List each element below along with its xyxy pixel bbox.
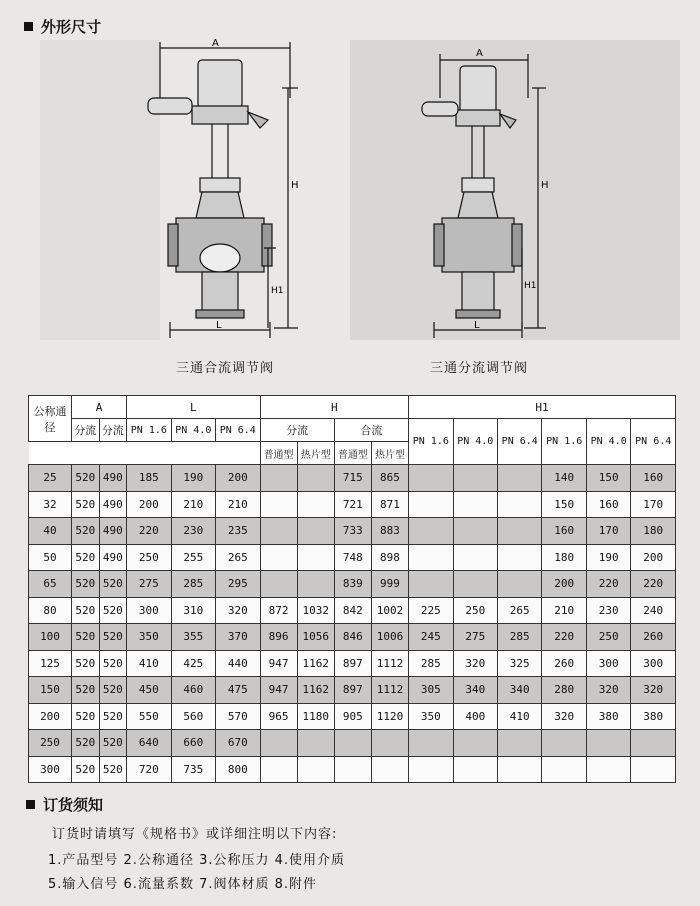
header-h: H	[260, 396, 409, 419]
table-cell-h-merge-normal: 897	[334, 650, 371, 677]
table-cell-l-16: 275	[127, 571, 171, 598]
table-cell-a-split: 520	[72, 650, 100, 677]
table-cell-l-64: 800	[216, 756, 260, 783]
table-cell-h-split-normal	[260, 465, 297, 492]
table-cell-h1s-16: 350	[409, 703, 453, 730]
table-cell-h-split-normal: 947	[260, 650, 297, 677]
table-cell-h-merge-normal: 733	[334, 518, 371, 545]
header-h1-merge-pn64: PN 6.4	[631, 419, 676, 465]
table-cell-h1s-16	[409, 756, 453, 783]
section-outline-title: 外形尺寸	[41, 18, 102, 36]
split-valve-caption: 三通分流调节阀	[430, 361, 529, 376]
table-row	[29, 650, 676, 677]
header-h-split: 分流	[260, 419, 334, 442]
table-row	[29, 465, 676, 492]
table-cell-h-split-fin	[297, 465, 334, 492]
table-cell-a-merge: 520	[99, 597, 127, 624]
table-cell-h1m-16: 260	[542, 650, 586, 677]
table-cell-h-merge-normal: 715	[334, 465, 371, 492]
table-cell-l-16: 300	[127, 597, 171, 624]
table-cell-h1m-40: 170	[586, 518, 630, 545]
table-cell-h-merge-normal	[334, 730, 371, 757]
table-cell-l-64: 235	[216, 518, 260, 545]
split-valve-drawing	[420, 38, 560, 348]
table-cell-h-split-normal: 872	[260, 597, 297, 624]
table-cell-h1s-40: 320	[453, 650, 497, 677]
dimension-label-h1: H1	[271, 286, 284, 296]
table-cell-h-merge-fin: 898	[371, 544, 408, 571]
table-cell-h-split-fin: 1032	[297, 597, 334, 624]
table-cell-h-split-normal	[260, 730, 297, 757]
header-l: L	[127, 396, 260, 419]
table-cell-h-split-fin: 1056	[297, 624, 334, 651]
header-h1-merge-pn40: PN 4.0	[586, 419, 630, 465]
table-cell-h1m-40	[586, 730, 630, 757]
table-cell-h1m-16: 160	[542, 518, 586, 545]
dimension-label-l: L	[216, 320, 222, 331]
table-cell-h1s-40	[453, 465, 497, 492]
table-cell-h-merge-normal	[334, 756, 371, 783]
dimension-label-a: A	[212, 38, 219, 49]
table-cell-h1m-64	[631, 756, 676, 783]
table-cell-h-split-fin	[297, 756, 334, 783]
table-cell-h-merge-fin: 865	[371, 465, 408, 492]
table-cell-l-40: 735	[171, 756, 215, 783]
table-cell-h1s-16	[409, 544, 453, 571]
header-l-pn16: PN 1.6	[127, 419, 171, 442]
table-cell-a-split: 520	[72, 703, 100, 730]
order-notice-title: 订货须知	[43, 796, 104, 814]
table-cell-h-merge-fin: 999	[371, 571, 408, 598]
table-cell-h-merge-fin: 1120	[371, 703, 408, 730]
table-cell-h1m-16	[542, 756, 586, 783]
table-cell-h1s-40	[453, 730, 497, 757]
table-cell-a-split: 520	[72, 756, 100, 783]
table-cell-l-64: 200	[216, 465, 260, 492]
table-cell-h-split-normal	[260, 518, 297, 545]
table-cell-l-16: 350	[127, 624, 171, 651]
table-cell-l-64: 440	[216, 650, 260, 677]
table-cell-h1s-40: 340	[453, 677, 497, 704]
table-cell-h1s-64	[498, 465, 542, 492]
table-cell-h1m-64: 180	[631, 518, 676, 545]
header-h1-merge-pn16: PN 1.6	[542, 419, 586, 465]
header-h-merge-fin: 热片型	[371, 442, 408, 465]
table-cell-h1m-64	[631, 730, 676, 757]
table-cell-h1s-16	[409, 518, 453, 545]
table-cell-a-split: 520	[72, 491, 100, 518]
table-cell-l-64: 320	[216, 597, 260, 624]
table-cell-h-split-fin: 1162	[297, 677, 334, 704]
order-items-line2: 5.输入信号 6.流量系数 7.阀体材质 8.附件	[48, 877, 318, 892]
dimension-table-body	[29, 465, 676, 783]
table-cell-h1m-64: 160	[631, 465, 676, 492]
table-cell-l-16: 410	[127, 650, 171, 677]
table-cell-l-40: 210	[171, 491, 215, 518]
table-row	[29, 491, 676, 518]
table-cell-l-40: 355	[171, 624, 215, 651]
table-cell-h-split-normal	[260, 491, 297, 518]
header-h1-split-pn16: PN 1.6	[409, 419, 453, 465]
table-cell-h1s-16	[409, 571, 453, 598]
table-cell-l-40: 285	[171, 571, 215, 598]
table-cell-h1s-40	[453, 756, 497, 783]
table-cell-a-merge: 490	[99, 544, 127, 571]
table-row	[29, 677, 676, 704]
table-cell-nominal: 300	[29, 756, 72, 783]
dimension-label-a: A	[476, 48, 483, 59]
table-cell-nominal: 250	[29, 730, 72, 757]
table-cell-nominal: 65	[29, 571, 72, 598]
table-cell-a-merge: 520	[99, 650, 127, 677]
table-cell-h1s-64: 340	[498, 677, 542, 704]
table-cell-l-64: 295	[216, 571, 260, 598]
table-cell-h1s-64	[498, 571, 542, 598]
table-cell-h-merge-fin: 1006	[371, 624, 408, 651]
table-cell-a-split: 520	[72, 730, 100, 757]
table-cell-a-merge: 520	[99, 703, 127, 730]
table-cell-nominal: 100	[29, 624, 72, 651]
table-cell-h-split-fin	[297, 730, 334, 757]
table-cell-l-64: 210	[216, 491, 260, 518]
table-cell-h1s-40	[453, 544, 497, 571]
header-l-pn64: PN 6.4	[216, 419, 260, 442]
table-cell-l-16: 720	[127, 756, 171, 783]
table-cell-h-merge-fin	[371, 730, 408, 757]
dimension-label-h: H	[291, 180, 299, 191]
table-cell-nominal: 40	[29, 518, 72, 545]
table-cell-a-merge: 490	[99, 518, 127, 545]
table-cell-h1s-40: 250	[453, 597, 497, 624]
table-row	[29, 703, 676, 730]
table-cell-h-split-fin	[297, 544, 334, 571]
table-cell-h1s-64	[498, 544, 542, 571]
table-cell-h1m-64: 300	[631, 650, 676, 677]
table-cell-nominal: 80	[29, 597, 72, 624]
table-cell-h1m-16: 320	[542, 703, 586, 730]
table-cell-h-merge-normal: 839	[334, 571, 371, 598]
table-cell-l-16: 250	[127, 544, 171, 571]
header-h1-split-pn64: PN 6.4	[498, 419, 542, 465]
table-cell-h-split-normal: 965	[260, 703, 297, 730]
table-cell-h-split-normal	[260, 756, 297, 783]
table-cell-h-split-normal	[260, 571, 297, 598]
table-cell-h1s-16	[409, 730, 453, 757]
table-cell-h-merge-normal: 721	[334, 491, 371, 518]
table-cell-h-merge-fin: 1002	[371, 597, 408, 624]
table-row	[29, 756, 676, 783]
header-h-merge-normal: 普通型	[334, 442, 371, 465]
table-cell-a-merge: 520	[99, 756, 127, 783]
table-cell-h1m-40: 380	[586, 703, 630, 730]
table-cell-nominal: 32	[29, 491, 72, 518]
table-cell-l-16: 640	[127, 730, 171, 757]
dimension-label-h1: H1	[524, 281, 537, 291]
dimension-label-l: L	[474, 320, 480, 331]
table-cell-h-merge-fin	[371, 756, 408, 783]
table-cell-h-merge-normal: 897	[334, 677, 371, 704]
table-cell-h-merge-normal: 842	[334, 597, 371, 624]
table-cell-l-64: 570	[216, 703, 260, 730]
square-bullet-icon	[26, 800, 35, 809]
table-cell-h1m-40: 250	[586, 624, 630, 651]
header-h-split-fin: 热片型	[297, 442, 334, 465]
table-cell-h1s-40	[453, 491, 497, 518]
table-cell-l-16: 200	[127, 491, 171, 518]
table-cell-h-merge-normal: 846	[334, 624, 371, 651]
dimension-label-h: H	[541, 180, 549, 191]
table-cell-a-split: 520	[72, 597, 100, 624]
table-cell-h1m-64: 260	[631, 624, 676, 651]
table-cell-a-split: 520	[72, 571, 100, 598]
table-cell-h1m-16: 220	[542, 624, 586, 651]
table-cell-h1s-64	[498, 730, 542, 757]
table-row	[29, 518, 676, 545]
table-cell-h-merge-normal: 905	[334, 703, 371, 730]
header-h-split-normal: 普通型	[260, 442, 297, 465]
table-cell-h1m-40: 320	[586, 677, 630, 704]
table-cell-h-split-fin	[297, 491, 334, 518]
table-cell-a-split: 520	[72, 677, 100, 704]
table-cell-h1m-16: 180	[542, 544, 586, 571]
table-cell-nominal: 150	[29, 677, 72, 704]
table-cell-h1s-16: 285	[409, 650, 453, 677]
table-cell-l-64: 370	[216, 624, 260, 651]
table-cell-l-16: 450	[127, 677, 171, 704]
header-a-merge: 分流	[99, 419, 127, 442]
table-cell-h-split-fin: 1162	[297, 650, 334, 677]
table-cell-h-split-normal	[260, 544, 297, 571]
table-row	[29, 571, 676, 598]
table-cell-h1m-16: 150	[542, 491, 586, 518]
table-cell-h1s-64	[498, 756, 542, 783]
header-h1-split-pn40: PN 4.0	[453, 419, 497, 465]
table-cell-h1s-64	[498, 518, 542, 545]
table-cell-h-merge-fin: 883	[371, 518, 408, 545]
merge-valve-drawing	[140, 38, 310, 348]
table-cell-l-16: 220	[127, 518, 171, 545]
table-cell-h1s-16	[409, 465, 453, 492]
table-cell-a-split: 520	[72, 465, 100, 492]
table-cell-l-16: 185	[127, 465, 171, 492]
section-outline-heading	[24, 16, 101, 37]
table-cell-h-split-normal: 947	[260, 677, 297, 704]
table-cell-h1m-64: 200	[631, 544, 676, 571]
table-cell-a-split: 520	[72, 544, 100, 571]
table-cell-h1s-64	[498, 491, 542, 518]
table-cell-h-merge-fin: 871	[371, 491, 408, 518]
table-cell-a-split: 520	[72, 624, 100, 651]
table-cell-h1m-16: 200	[542, 571, 586, 598]
table-cell-h1m-40: 150	[586, 465, 630, 492]
table-cell-nominal: 25	[29, 465, 72, 492]
table-cell-h1s-64: 410	[498, 703, 542, 730]
table-cell-h1m-64: 240	[631, 597, 676, 624]
table-cell-h1m-40: 190	[586, 544, 630, 571]
table-cell-h1m-64: 170	[631, 491, 676, 518]
table-cell-h1s-64: 325	[498, 650, 542, 677]
table-row	[29, 597, 676, 624]
table-cell-h-merge-fin: 1112	[371, 677, 408, 704]
table-cell-a-merge: 520	[99, 677, 127, 704]
table-cell-l-40: 255	[171, 544, 215, 571]
table-cell-h1m-40: 300	[586, 650, 630, 677]
table-cell-h-merge-fin: 1112	[371, 650, 408, 677]
table-cell-nominal: 125	[29, 650, 72, 677]
table-cell-l-40: 460	[171, 677, 215, 704]
table-cell-h-split-fin	[297, 571, 334, 598]
table-cell-h1m-40: 160	[586, 491, 630, 518]
table-cell-h1s-16	[409, 491, 453, 518]
table-cell-a-merge: 490	[99, 491, 127, 518]
table-cell-a-merge: 490	[99, 465, 127, 492]
header-h1: H1	[409, 396, 676, 419]
table-cell-nominal: 50	[29, 544, 72, 571]
table-cell-l-40: 230	[171, 518, 215, 545]
header-l-pn40: PN 4.0	[171, 419, 215, 442]
table-cell-l-64: 475	[216, 677, 260, 704]
table-cell-h1m-40: 220	[586, 571, 630, 598]
table-cell-h1m-64: 220	[631, 571, 676, 598]
table-cell-l-40: 190	[171, 465, 215, 492]
header-nominal-diameter: 公称通径	[29, 396, 72, 442]
table-cell-a-merge: 520	[99, 624, 127, 651]
table-cell-a-merge: 520	[99, 730, 127, 757]
table-cell-h1s-40	[453, 571, 497, 598]
order-notice-heading	[26, 794, 103, 815]
table-cell-h1m-16: 280	[542, 677, 586, 704]
table-cell-l-16: 550	[127, 703, 171, 730]
square-bullet-icon	[24, 22, 33, 31]
header-h-merge: 合流	[334, 419, 408, 442]
table-cell-a-merge: 520	[99, 571, 127, 598]
table-cell-h-merge-normal: 748	[334, 544, 371, 571]
table-cell-l-40: 310	[171, 597, 215, 624]
table-cell-h1m-16	[542, 730, 586, 757]
table-row	[29, 624, 676, 651]
dimension-table	[28, 395, 676, 783]
order-intro: 订货时请填写《规格书》或详细注明以下内容:	[52, 827, 338, 842]
table-cell-h1m-40: 230	[586, 597, 630, 624]
table-cell-nominal: 200	[29, 703, 72, 730]
table-cell-h1m-64: 320	[631, 677, 676, 704]
table-cell-h1m-16: 140	[542, 465, 586, 492]
table-row	[29, 544, 676, 571]
table-cell-h1s-40	[453, 518, 497, 545]
table-cell-h1s-16: 305	[409, 677, 453, 704]
table-cell-h1s-64: 265	[498, 597, 542, 624]
table-cell-h-split-fin	[297, 518, 334, 545]
table-cell-l-40: 425	[171, 650, 215, 677]
header-a-split: 分流	[72, 419, 100, 442]
order-items-line1: 1.产品型号 2.公称通径 3.公称压力 4.使用介质	[48, 853, 346, 868]
merge-valve-caption: 三通合流调节阀	[176, 361, 275, 376]
table-cell-l-64: 670	[216, 730, 260, 757]
table-cell-h-split-normal: 896	[260, 624, 297, 651]
table-cell-h1m-16: 210	[542, 597, 586, 624]
table-cell-h1m-40	[586, 756, 630, 783]
header-a: A	[72, 396, 127, 419]
table-cell-h1s-40: 400	[453, 703, 497, 730]
table-cell-l-64: 265	[216, 544, 260, 571]
table-cell-l-40: 560	[171, 703, 215, 730]
table-cell-h1s-64: 285	[498, 624, 542, 651]
table-cell-h1s-40: 275	[453, 624, 497, 651]
table-cell-l-40: 660	[171, 730, 215, 757]
table-cell-h-split-fin: 1180	[297, 703, 334, 730]
table-cell-h1s-16: 225	[409, 597, 453, 624]
table-cell-a-split: 520	[72, 518, 100, 545]
table-cell-h1s-16: 245	[409, 624, 453, 651]
table-row	[29, 730, 676, 757]
table-cell-h1m-64: 380	[631, 703, 676, 730]
